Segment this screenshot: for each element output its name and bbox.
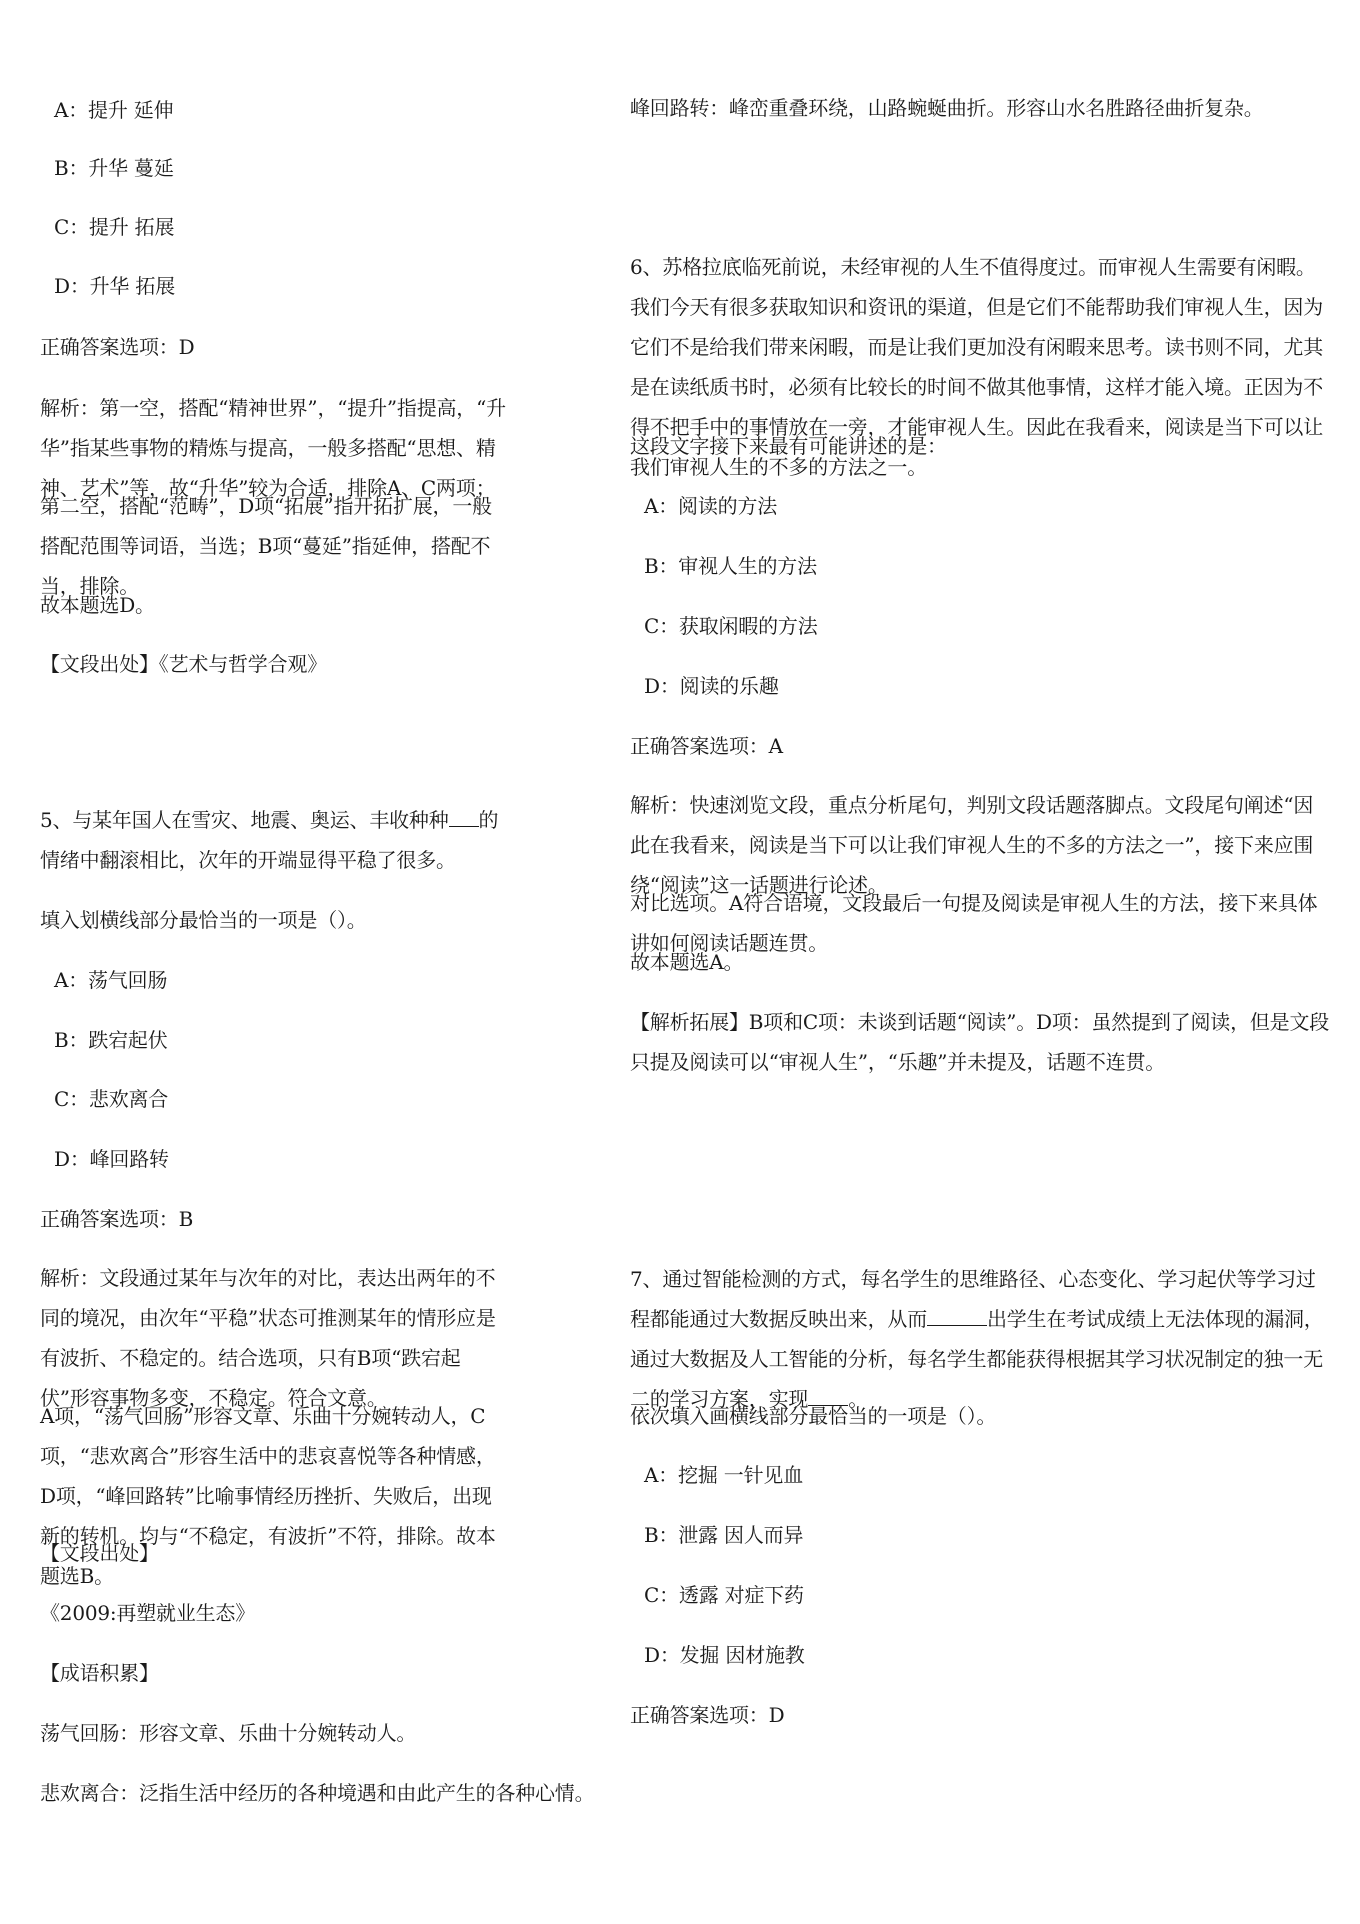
q5-source: 《2009:再塑就业生态》 [40, 1601, 256, 1625]
q7-answer: 正确答案选项：D [630, 1703, 785, 1727]
q5-option-c: C：悲欢离合 [54, 1087, 169, 1111]
q4-option-b: B：升华 蔓延 [54, 156, 174, 180]
q5-analysis-1: 解析：文段通过某年与次年的对比，表达出两年的不同的境况，由次年“平稳”状态可推测某年的情形应是有波折、不稳定的。结合选项，只有B项“跌宕起伏”形容事物多变，不稳定。符合文意。 [40, 1266, 496, 1410]
q5-idiom-3: 峰回路转：峰峦重叠环绕，山路蜿蜒曲折。形容山水名胜路径曲折复杂。 [630, 96, 1264, 120]
q4-conclusion: 故本题选D。 [40, 593, 155, 617]
q7-stem-end: 。 [848, 1387, 869, 1411]
q6-option-a: A：阅读的方法 [644, 494, 778, 518]
q5-stem-after: 的情绪中翻滚相比，次年的开端显得平稳了很多。 [40, 808, 499, 872]
q6-answer: 正确答案选项：A [630, 734, 783, 758]
q7-stem-part-2: 出学生在考试成绩上无法体现的漏洞，通过大数据及人工智能的分析，每名学生都能获得根据其学习状况制定的独一无二的学习方案，实现 [630, 1307, 1324, 1411]
q7-option-b: B：泄露 因人而异 [644, 1523, 804, 1547]
q5-idiom-2: 悲欢离合：泛指生活中经历的各种境遇和由此产生的各种心情。 [40, 1781, 595, 1805]
q5-option-b: B：跌宕起伏 [54, 1028, 168, 1052]
q5-option-a: A：荡气回肠 [54, 968, 168, 992]
q6-option-c: C：获取闲暇的方法 [644, 614, 818, 638]
q6-extension: 【解析拓展】B项和C项：未谈到话题“阅读”。D项：虽然提到了阅读，但是文段只提及阅读可以“审视人生”，“乐趣”并未提及，话题不连贯。 [630, 1010, 1330, 1074]
q6-option-d: D：阅读的乐趣 [644, 674, 779, 698]
q4-answer: 正确答案选项：D [40, 335, 195, 359]
q7-stem [630, 1259, 1330, 1419]
q7-blank-1 [927, 1324, 987, 1326]
q4-option-c: C：提升 拓展 [54, 215, 175, 239]
q4-option-a: A：提升 延伸 [54, 98, 174, 122]
q7-prompt: 依次填入画横线部分最恰当的一项是（）。 [630, 1404, 997, 1428]
q4-analysis-1: 解析：第一空，搭配“精神世界”，“提升”指提高，“升华”指某些事物的精炼与提高，一般多搭配“思想、精神、艺术”等，故“升华”较为合适，排除A、C两项； [40, 396, 506, 500]
q6-stem: 6、苏格拉底临死前说，未经审视的人生不值得度过。而审视人生需要有闲暇。我们今天有很多获取知识和资讯的渠道，但是它们不能帮助我们审视人生，因为它们不是给我们带来闲暇，而是让我们更加没有闲暇来思考。读书则不同，尤其是在读纸质书时，必须有比较长的时间不做其他事情，这样才能入境。正因为不得不把手中的事情放在一旁，才能审视人生。因此在我看来，阅读是当下可以让我们审视人生的不多的方法之一。 [630, 255, 1323, 479]
q7-option-c: C：透露 对症下药 [644, 1583, 804, 1607]
q5-idiom-1: 荡气回肠：形容文章、乐曲十分婉转动人。 [40, 1721, 417, 1745]
q4-analysis-2: 第二空，搭配“范畴”，D项“拓展”指开拓扩展，一般搭配范围等词语，当选；B项“蔓延”指延伸，搭配不当，排除。 [40, 494, 492, 598]
q5-stem-before: 5、与某年国人在雪灾、地震、奥运、丰收种种 [40, 808, 449, 832]
q4-option-d: D：升华 拓展 [54, 274, 175, 298]
q6-prompt: 这段文字接下来最有可能讲述的是： [630, 434, 947, 458]
q5-answer: 正确答案选项：B [40, 1207, 194, 1231]
q6-option-b: B：审视人生的方法 [644, 554, 817, 578]
q7-option-a: A：挖掘 一针见血 [644, 1463, 804, 1487]
q5-prompt: 填入划横线部分最恰当的一项是（）。 [40, 908, 367, 932]
q6-conclusion: 故本题选A。 [630, 950, 744, 974]
q4-source: 【文段出处】《艺术与哲学合观》 [40, 652, 327, 676]
q6-analysis-2: 对比选项。A符合语境，文段最后一句提及阅读是审视人生的方法，接下来具体讲如何阅读话题连贯。 [630, 891, 1318, 955]
q7-stem-part-1: 7、通过智能检测的方式，每名学生的思维路径、心态变化、学习起伏等学习过程都能通过大数据反映出来，从而 [630, 1267, 1316, 1331]
q7-option-d: D：发掘 因材施教 [644, 1643, 805, 1667]
q5-idiom-label: 【成语积累】 [40, 1661, 159, 1685]
q5-analysis-2: A项，“荡气回肠”形容文章、乐曲十分婉转动人，C项，“悲欢离合”形容生活中的悲哀喜悦等各种情感，D项，“峰回路转”比喻事情经历挫折、失败后，出现新的转机。均与“不稳定，有波折”不符，排除。故本题选B。 [40, 1404, 496, 1588]
q5-option-d: D：峰回路转 [54, 1147, 169, 1171]
q6-analysis-1: 解析：快速浏览文段，重点分析尾句，判别文段话题落脚点。文段尾句阐述“因此在我看来，阅读是当下可以让我们审视人生的不多的方法之一”，接下来应围绕“阅读”这一话题进行论述。 [630, 793, 1314, 897]
q5-stem [40, 800, 510, 880]
q5-blank [449, 825, 479, 827]
q5-source-label: 【文段出处】 [40, 1541, 159, 1565]
